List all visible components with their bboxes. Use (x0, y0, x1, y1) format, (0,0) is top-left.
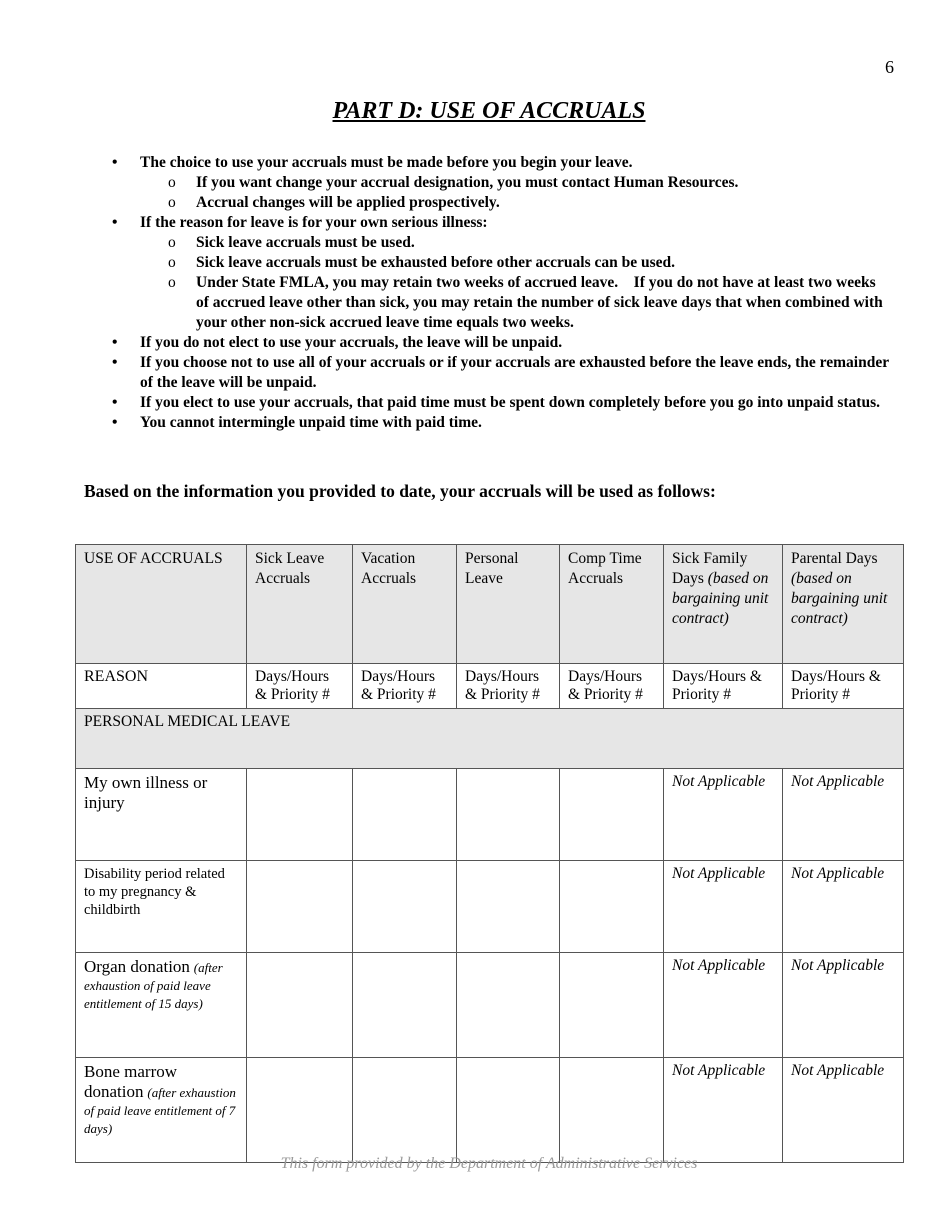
bullet-icon: • (112, 154, 118, 171)
comp-time-cell[interactable] (560, 769, 664, 861)
sick-leave-cell[interactable] (247, 953, 353, 1058)
row-label-text: Disability period related to my pregnancy & childbirth (84, 866, 225, 918)
bullet-icon: • (112, 354, 118, 371)
rule-item (112, 393, 892, 413)
rule-text: If you choose not to use all of your accruals or if your accruals are exhausted before the leave ends, the remainder of the leave will be unpaid. (140, 354, 889, 391)
table-header-row (76, 545, 904, 664)
bullet-icon: • (112, 394, 118, 411)
sick-family-cell: Not Applicable (664, 953, 783, 1058)
vacation-cell[interactable] (353, 1058, 457, 1163)
row-label (76, 861, 247, 953)
row-label (76, 1058, 247, 1163)
sick-leave-cell[interactable] (247, 769, 353, 861)
table-row (76, 953, 904, 1058)
parental-cell: Not Applicable (783, 953, 904, 1058)
parental-cell: Not Applicable (783, 861, 904, 953)
reason-days-hours: Days/Hours & Priority # (664, 664, 783, 709)
rule-item (112, 153, 892, 173)
header-parental-note: (based on bargaining unit contract) (791, 570, 888, 627)
sub-rule-text: If you want change your accrual designation, you must contact Human Resources. (196, 174, 739, 191)
vacation-cell[interactable] (353, 861, 457, 953)
sub-rule-text: Under State FMLA, you may retain two weeks of accrued leave. If you do not have at least two weeks of accrued leave other than sick, you may retain the number of sick leave days that when combined with your other non-sick accrued leave time equals two weeks. (196, 274, 887, 331)
table-row (76, 1058, 904, 1163)
reason-row (76, 664, 904, 709)
sub-rule-item (112, 193, 892, 213)
table-row (76, 861, 904, 953)
reason-days-hours: Days/Hours & Priority # (457, 664, 560, 709)
header-parental (783, 545, 904, 664)
sub-rule-text: Sick leave accruals must be exhausted before other accruals can be used. (196, 254, 676, 271)
rules-list (112, 153, 892, 433)
sick-leave-cell[interactable] (247, 861, 353, 953)
row-label-text: My own illness or injury (84, 773, 208, 812)
table-row (76, 769, 904, 861)
row-label (76, 769, 247, 861)
rule-text: The choice to use your accruals must be made before you begin your leave. (140, 154, 633, 171)
header-vacation: Vacation Accruals (353, 545, 457, 664)
sub-bullet-icon: o (168, 254, 176, 271)
page-title: PART D: USE OF ACCRUALS (332, 98, 646, 124)
sick-family-cell: Not Applicable (664, 861, 783, 953)
row-label-note: (after exhaustion of paid leave entitlement of 15 days) (84, 960, 223, 1011)
sub-rule-item (112, 233, 892, 253)
rule-item (112, 413, 892, 433)
reason-days-hours: Days/Hours & Priority # (783, 664, 904, 709)
vacation-cell[interactable] (353, 953, 457, 1058)
header-personal: Personal Leave (457, 545, 560, 664)
sub-bullet-icon: o (168, 194, 176, 211)
sick-leave-cell[interactable] (247, 1058, 353, 1163)
rule-text: You cannot intermingle unpaid time with paid time. (140, 414, 482, 431)
bullet-icon: • (112, 214, 118, 231)
header-comp-time: Comp Time Accruals (560, 545, 664, 664)
sub-rule-text: Sick leave accruals must be used. (196, 234, 415, 251)
header-parental-label: Parental Days (791, 550, 878, 567)
header-sick-leave: Sick Leave Accruals (247, 545, 353, 664)
header-sick-family-note: (based on bargaining unit contract) (672, 570, 769, 627)
rule-text: If you elect to use your accruals, that paid time must be spent down completely before you go into unpaid status. (140, 394, 880, 411)
sub-bullet-icon: o (168, 174, 176, 191)
sick-family-cell: Not Applicable (664, 1058, 783, 1163)
row-label-text: Organ donation (84, 957, 190, 976)
sub-rule-text: Accrual changes will be applied prospectively. (196, 194, 500, 211)
rule-text: If the reason for leave is for your own serious illness: (140, 214, 488, 231)
sub-bullet-icon: o (168, 274, 176, 291)
parental-cell: Not Applicable (783, 1058, 904, 1163)
reason-label: REASON (76, 664, 247, 709)
personal-cell[interactable] (457, 769, 560, 861)
section-row (76, 709, 904, 769)
personal-cell[interactable] (457, 861, 560, 953)
rule-item (112, 353, 892, 393)
parental-cell: Not Applicable (783, 769, 904, 861)
row-label-note: (after exhaustion of paid leave entitlement of 7 days) (84, 1085, 236, 1136)
footer-note: This form provided by the Department of Administrative Services (280, 1155, 698, 1172)
header-use-of-accruals: USE OF ACCRUALS (76, 545, 247, 664)
header-sick-family (664, 545, 783, 664)
vacation-cell[interactable] (353, 769, 457, 861)
comp-time-cell[interactable] (560, 1058, 664, 1163)
header-sick-family-label: Sick Family Days (672, 550, 748, 587)
table-intro: Based on the information you provided to date, your accruals will be used as follows: (84, 481, 716, 501)
accruals-table (75, 544, 904, 1163)
bullet-icon: • (112, 414, 118, 431)
page-number: 6 (885, 57, 894, 77)
bullet-icon: • (112, 334, 118, 351)
rule-item (112, 333, 892, 353)
sub-rule-item (112, 173, 892, 193)
comp-time-cell[interactable] (560, 861, 664, 953)
row-label (76, 953, 247, 1058)
row-label-text: Bone marrow donation (84, 1062, 178, 1101)
sub-bullet-icon: o (168, 234, 176, 251)
sub-rule-item (112, 273, 892, 333)
personal-cell[interactable] (457, 953, 560, 1058)
personal-cell[interactable] (457, 1058, 560, 1163)
comp-time-cell[interactable] (560, 953, 664, 1058)
rule-text: If you do not elect to use your accruals, the leave will be unpaid. (140, 334, 563, 351)
rule-item (112, 213, 892, 233)
reason-days-hours: Days/Hours & Priority # (353, 664, 457, 709)
reason-days-hours: Days/Hours & Priority # (247, 664, 353, 709)
sub-rule-item (112, 253, 892, 273)
sick-family-cell: Not Applicable (664, 769, 783, 861)
reason-days-hours: Days/Hours & Priority # (560, 664, 664, 709)
section-title: PERSONAL MEDICAL LEAVE (76, 709, 904, 769)
